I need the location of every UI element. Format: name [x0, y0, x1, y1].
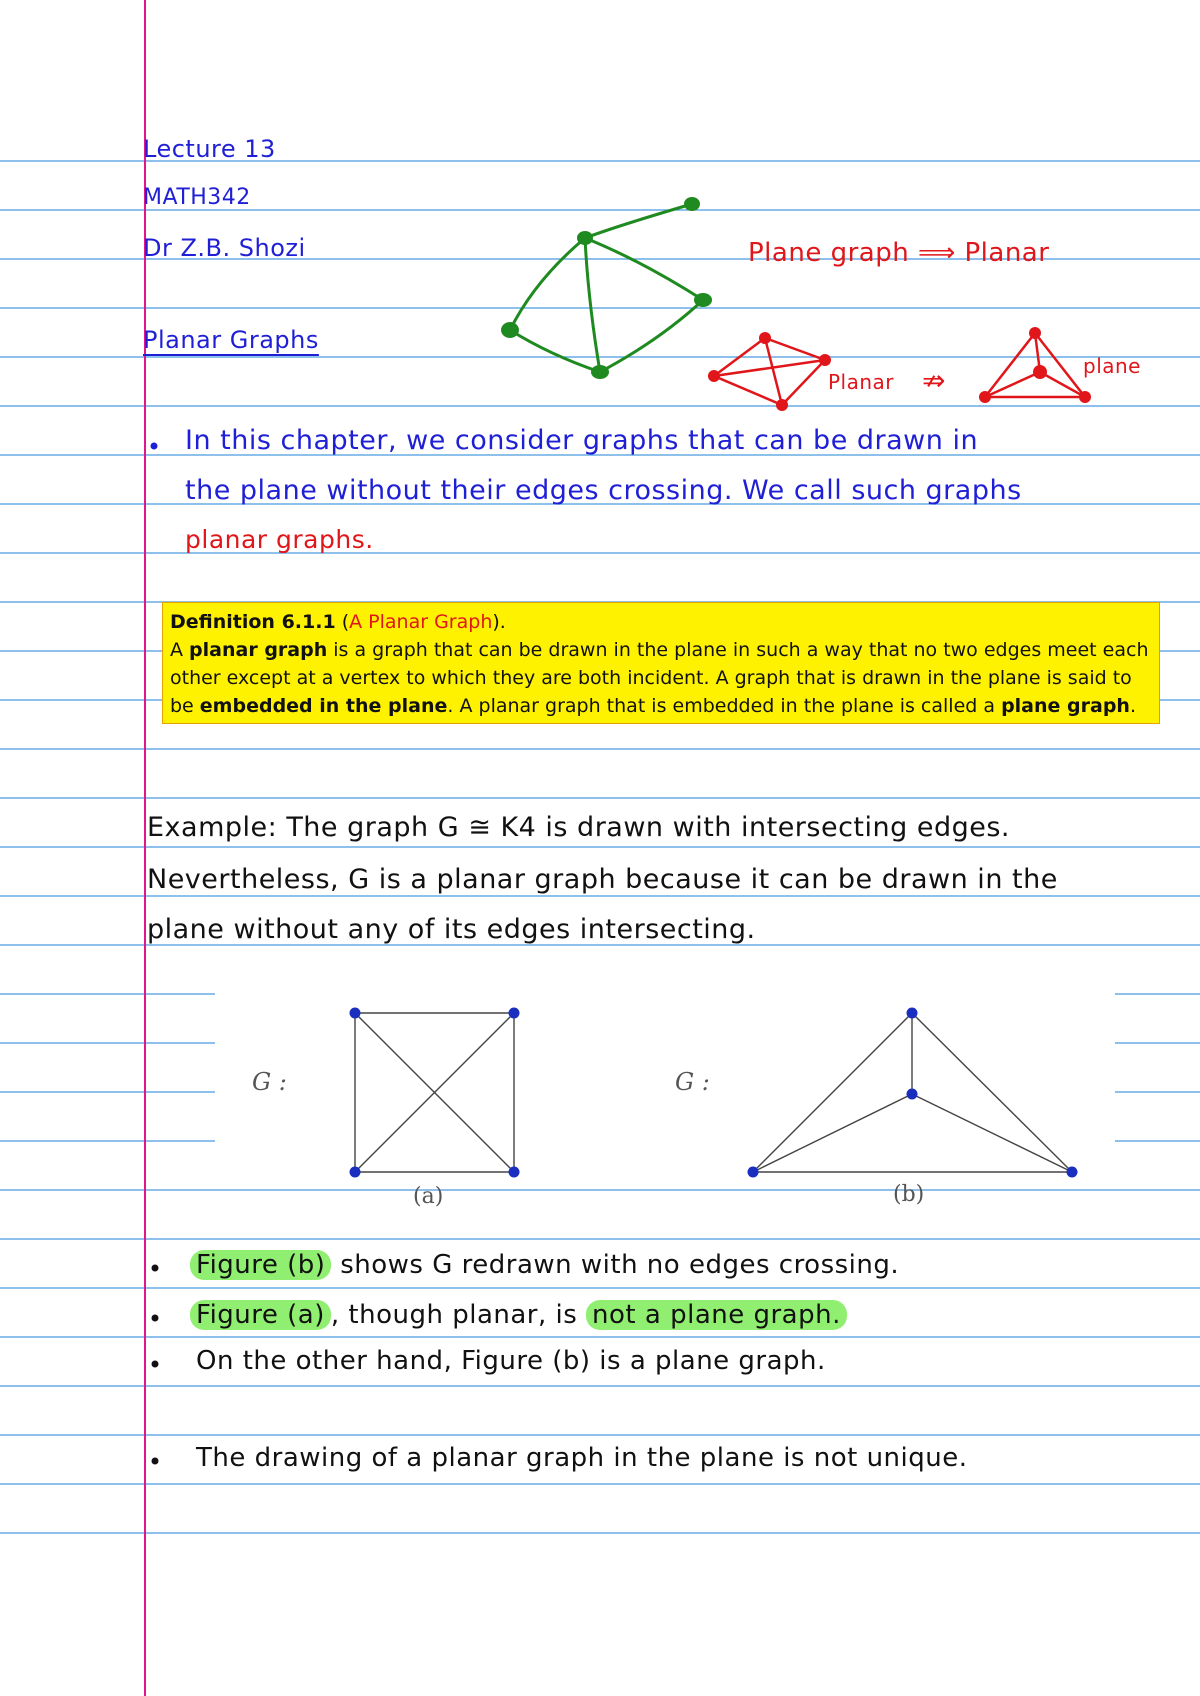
lecture-number: Lecture 13 [143, 135, 276, 163]
note-line-3: On the other hand, Figure (b) is a plane graph. [196, 1346, 826, 1376]
note-line-2-text: , though planar, is [330, 1300, 587, 1330]
definition-text: A [170, 639, 190, 661]
green-sketch-graph [510, 204, 703, 372]
note-not-implies: ⇏ [922, 364, 946, 397]
note-line-2 [190, 1300, 847, 1330]
intro-line-2: the plane without their edges crossing. We call such graphs [185, 475, 1022, 506]
green-sketch-vertices [501, 197, 712, 379]
definition-text: . A planar graph that is embedded in the plane is called a [447, 695, 1002, 717]
definition-close-paren: ). [492, 611, 506, 633]
definition-term-embedded: embedded in the plane [199, 695, 448, 717]
definition-body-line-1 [170, 636, 1159, 664]
course-code: MATH342 [143, 185, 251, 210]
definition-body-line-2: other except at a vertex to which they are both incident. A graph that is drawn in the plane is said to [170, 667, 1132, 689]
example-line-3: plane without any of its edges intersecting. [147, 914, 756, 945]
definition-text: is a graph that can be drawn in the plane in such a way that no two edges meet each [327, 639, 1149, 661]
red-sketch-k4-crossing [714, 338, 825, 405]
note-plane: plane [1083, 354, 1141, 378]
red-sketch-k4-plane [985, 333, 1085, 397]
example-line-2: Nevertheless, G is a planar graph because it can be drawn in the [147, 864, 1058, 895]
lecturer-name: Dr Z.B. Shozi [143, 234, 306, 262]
definition-box [162, 602, 1160, 724]
definition-text: be [170, 695, 200, 717]
figure-a-label: G : [252, 1068, 287, 1096]
bullet-markers [151, 443, 159, 1465]
definition-open-paren: ( [335, 611, 350, 633]
highlight-not-plane: not a plane graph. [586, 1300, 847, 1330]
note-line-4: The drawing of a planar graph in the plane is not unique. [196, 1443, 968, 1473]
figure-a-caption: (a) [413, 1184, 444, 1209]
highlight-figure-a: Figure (a) [190, 1300, 331, 1330]
figure-a-edges [355, 1013, 514, 1172]
definition-text: . [1129, 695, 1136, 717]
figure-b-caption: (b) [893, 1182, 925, 1207]
example-line-1: Example: The graph G ≅ K4 is drawn with intersecting edges. [147, 812, 1010, 843]
definition-term-planar-graph: planar graph [189, 639, 328, 661]
intro-line-3: planar graphs. [185, 525, 374, 554]
highlight-figure-b: Figure (b) [190, 1250, 331, 1280]
figure-b-label: G : [675, 1068, 710, 1096]
definition-heading [170, 608, 1159, 636]
definition-number: Definition 6.1.1 [170, 611, 336, 633]
note-line-1-text: shows G redrawn with no edges crossing. [331, 1250, 900, 1280]
section-title: Planar Graphs [143, 326, 319, 354]
note-planar: Planar [828, 370, 895, 394]
note-line-1 [190, 1250, 899, 1280]
definition-term-plane-graph: plane graph [1001, 695, 1130, 717]
note-plane-implies-planar: Plane graph ⟹ Planar [748, 238, 1050, 268]
intro-line-1: In this chapter, we consider graphs that can be drawn in [185, 425, 979, 456]
definition-body-line-3 [170, 692, 1159, 720]
definition-name: A Planar Graph [349, 611, 493, 633]
